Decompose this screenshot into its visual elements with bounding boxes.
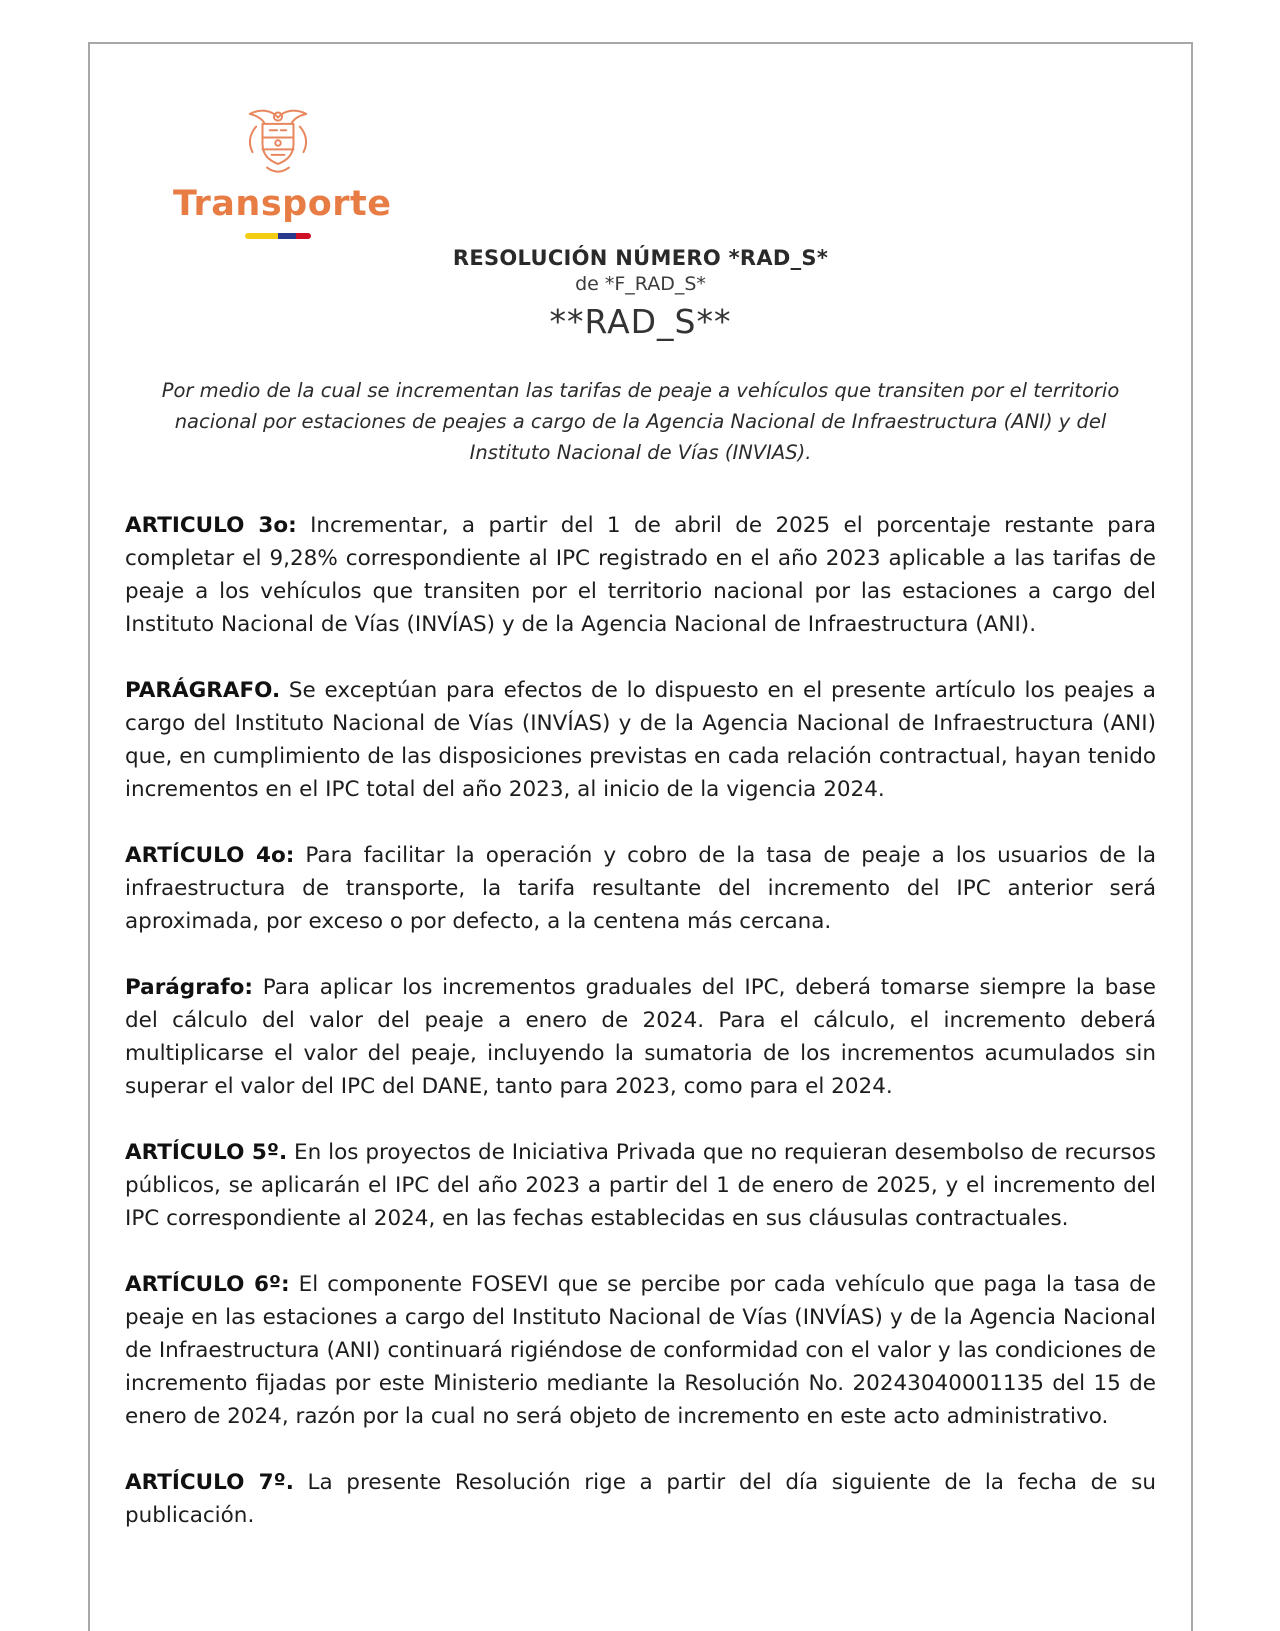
flag-blue-segment bbox=[278, 233, 296, 239]
resolution-number: **RAD_S** bbox=[549, 302, 732, 341]
page-content bbox=[90, 44, 1191, 1532]
subject-paragraph: Por medio de la cual se incrementan las tarifas de peaje a vehículos que transiten por el territorio nacional por estaciones de peajes a cargo de la Agencia Nacional de Infraestructura (ANI) y del Instituto Nacional de Vías (INVIAS). bbox=[161, 379, 1120, 464]
article-text: La presente Resolución rige a partir del día siguiente de la fecha de su publicación. bbox=[125, 1470, 1156, 1528]
article-text: Para aplicar los incrementos graduales del IPC, deberá tomarse siempre la base del cálculo del valor del peaje a enero de 2024. Para el cálculo, el incremento deberá multiplicarse el valor del peaje, incluyendo la sumatoria de los incrementos acumulados sin superar el valor del IPC del DANE, tanto para 2023, como para el 2024. bbox=[125, 975, 1156, 1099]
resolution-header bbox=[125, 246, 1156, 341]
resolution-date: de *F_RAD_S* bbox=[575, 273, 706, 295]
article-label: ARTÍCULO 4o: bbox=[125, 843, 295, 868]
flag-red-segment bbox=[296, 233, 311, 239]
article-label: ARTICULO 3o: bbox=[125, 513, 297, 538]
article-label: ARTÍCULO 5º. bbox=[125, 1140, 288, 1165]
article-text: El componente FOSEVI que se percibe por cada vehículo que paga la tasa de peaje en las estaciones a cargo del Instituto Nacional de Vías (INVÍAS) y de la Agencia Nacional de Infraestructura (ANI) continuará rigiéndose de conformidad con el valor y las condiciones de incremento fijadas por este Ministerio mediante la Resolución No. 20243040001135 del 15 de enero de 2024, razón por la cual no será objeto de incremento en este acto administrativo. bbox=[125, 1272, 1156, 1429]
article-paragraph bbox=[125, 839, 1156, 938]
ministry-logo bbox=[173, 102, 392, 239]
coat-of-arms-icon bbox=[173, 102, 383, 184]
article-label: Parágrafo: bbox=[125, 975, 254, 1000]
article-paragraph bbox=[125, 971, 1156, 1103]
article-label: ARTÍCULO 6º: bbox=[125, 1272, 290, 1297]
flag-yellow-segment bbox=[245, 233, 278, 239]
article-paragraph bbox=[125, 674, 1156, 806]
colombia-flag-bar bbox=[245, 233, 311, 239]
article-text: Para facilitar la operación y cobro de la tasa de peaje a los usuarios de la infraestructura de transporte, la tarifa resultante del incremento del IPC anterior será aproximada, por exceso o por defecto, a la centena más cercana. bbox=[125, 843, 1156, 934]
resolution-page bbox=[88, 42, 1193, 1631]
article-label: ARTÍCULO 7º. bbox=[125, 1470, 294, 1495]
article-paragraph bbox=[125, 1268, 1156, 1433]
ministry-logo-text: Transporte bbox=[173, 184, 392, 224]
article-label: PARÁGRAFO. bbox=[125, 678, 281, 703]
resolution-title: RESOLUCIÓN NÚMERO *RAD_S* bbox=[452, 246, 829, 270]
article-paragraph bbox=[125, 1136, 1156, 1235]
article-text: En los proyectos de Iniciativa Privada que no requieran desembolso de recursos públicos, se aplicarán el IPC del año 2023 a partir del 1 de enero de 2025, y el incremento del IPC correspondiente al 2024, en las fechas establecidas en sus cláusulas contractuales. bbox=[125, 1140, 1156, 1231]
article-paragraph bbox=[125, 509, 1156, 641]
article-paragraph bbox=[125, 1466, 1156, 1532]
article-text: Incrementar, a partir del 1 de abril de 2025 el porcentaje restante para completar el 9,28% correspondiente al IPC registrado en el año 2023 aplicable a las tarifas de peaje a los vehículos que transiten por el territorio nacional por las estaciones a cargo del Instituto Nacional de Vías (INVÍAS) y de la Agencia Nacional de Infraestructura (ANI). bbox=[125, 513, 1157, 637]
articles-section bbox=[125, 509, 1156, 1532]
article-text: Se exceptúan para efectos de lo dispuesto en el presente artículo los peajes a cargo del Instituto Nacional de Vías (INVÍAS) y de la Agencia Nacional de Infraestructura (ANI) que, en cumplimiento de las disposiciones previstas en cada relación contractual, hayan tenido incrementos en el IPC total del año 2023, al inicio de la vigencia 2024. bbox=[125, 678, 1156, 802]
